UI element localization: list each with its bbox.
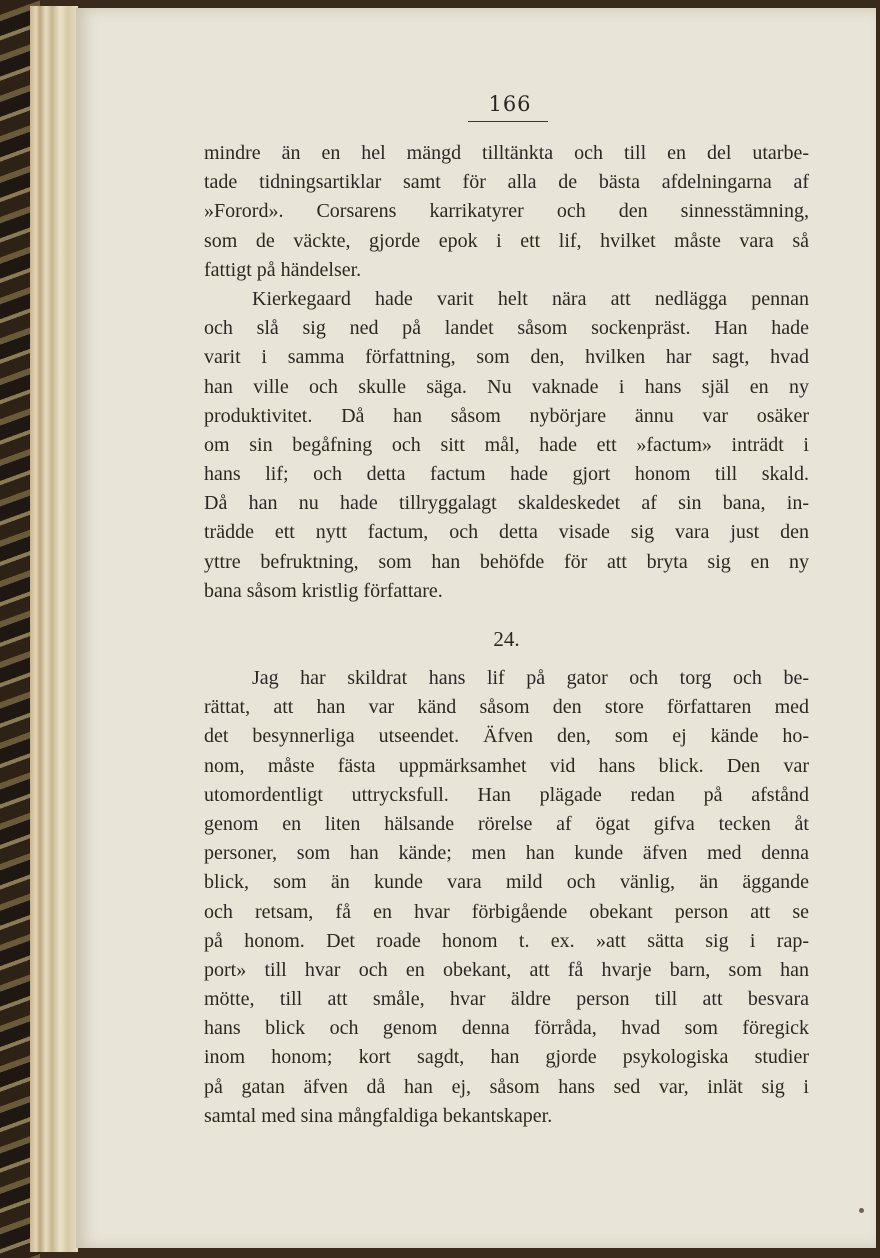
text-line: genom en liten hälsande rörelse af ögat gifva tecken åt [204,812,809,835]
text-line: Jag har skildrat hans lif på gator och torg och be- [252,667,809,689]
text-line: Då han nu hade tillryggalagt skaldeskedet af sin bana, in- [204,492,809,515]
text-line: om sin begåfning och sitt mål, hade ett »factum» inträdt i [204,433,809,456]
text-line: Kierkegaard hade varit helt nära att nedlägga pennan [252,287,809,310]
text-line: samtal med sina mångfaldiga bekantskaper. [204,1104,553,1127]
text-line: på gatan äfven då han ej, såsom hans sed var, inlät sig i [204,1075,809,1098]
text-line: nom, måste fästa uppmärksamhet vid hans blick. Den var [204,754,809,777]
page-edges [30,6,78,1252]
text-line: som de väckte, gjorde epok i ett lif, hvilket måste vara så [204,229,809,252]
text-line: rättat, att han var känd såsom den store författaren med [204,696,809,719]
body-text [204,139,809,1131]
text-line: det besynnerliga utseendet. Äfven den, som ej kände ho- [204,725,809,748]
section-heading: 24. [493,627,520,651]
text-line: bana såsom kristlig författare. [204,579,443,602]
text-line: personer, som han kände; men han kunde äfven med denna [204,842,809,865]
text-line: mötte, till att småle, hvar äldre person till att besvara [204,988,809,1011]
text-line: utomordentligt uttrycksfull. Han plägade redan på afstånd [204,783,809,806]
text-line: och retsam, få en hvar förbigående obekant person att se [204,900,809,923]
page-number: 166 [488,92,532,116]
text-line: hans blick och genom denna förråda, hvad som föregick [204,1017,809,1040]
text-line: blick, som än kunde vara mild och vänlig, än äggande [204,871,809,894]
text-line: tade tidningsartiklar samt för alla de bästa afdelningarna af [204,171,809,194]
text-line: trädde ett nytt factum, och detta visade sig vara just den [204,521,809,544]
text-line: mindre än en hel mängd tilltänkta och till en del utarbe- [204,142,809,164]
text-line: fattigt på händelser. [204,258,362,281]
text-line: produktivitet. Då han såsom nybörjare ännu var osäker [204,404,809,427]
text-line: hans lif; och detta factum hade gjort honom till skald. [204,463,809,486]
text-line: varit i samma författning, som den, hvilken har sagt, hvad [204,346,809,369]
text-line: port» till hvar och en obekant, att få hvarje barn, som han [204,958,809,981]
text-line: på honom. Det roade honom t. ex. »att sätta sig i rap- [204,929,809,952]
text-line: och slå sig ned på landet såsom sockenpräst. Han hade [204,317,809,340]
text-line: inom honom; kort sagdt, han gjorde psykologiska studier [204,1046,809,1069]
text-line: »Forord». Corsarens karrikatyrer och den sinnesstämning, [204,200,809,223]
text-line: han ville och skulle säga. Nu vaknade i hans själ en ny [204,375,809,398]
page-number-rule [468,121,548,122]
text-line: yttre befruktning, som han behöfde för att bryta sig en ny [204,550,809,573]
ink-speck [859,1208,864,1213]
